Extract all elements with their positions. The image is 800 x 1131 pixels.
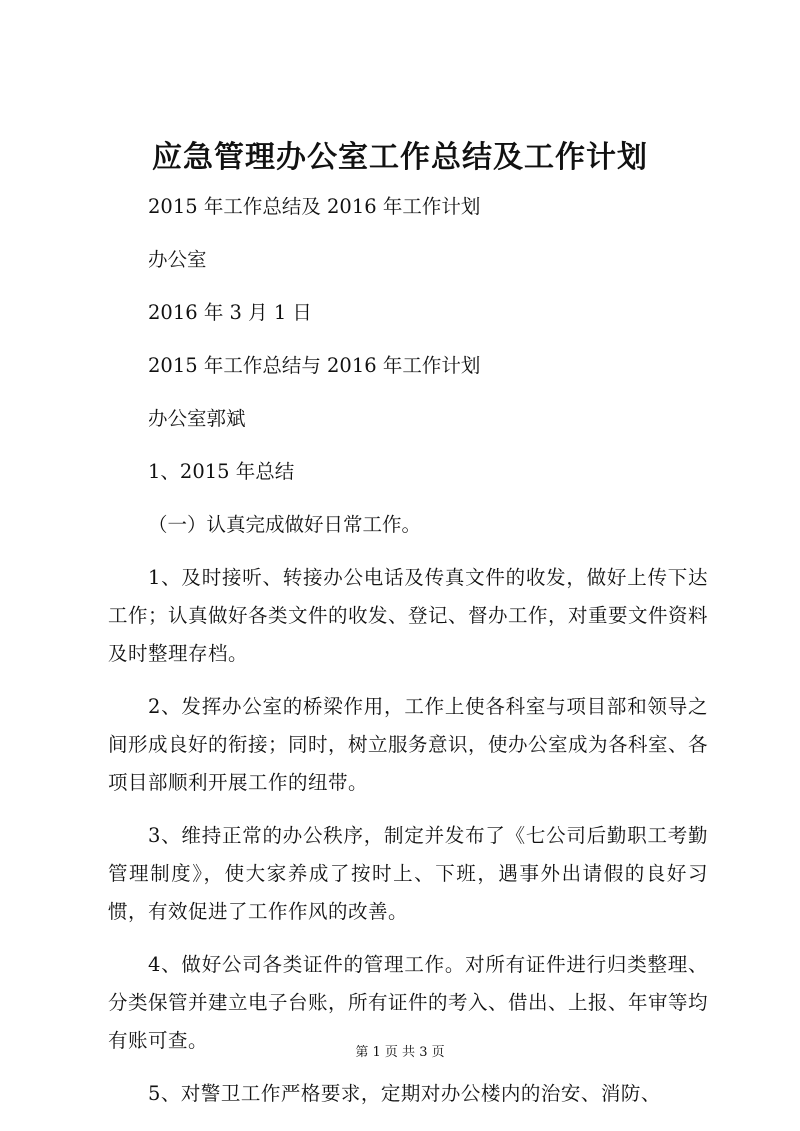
section-heading: 1、2015 年总结: [148, 460, 295, 483]
author-line: 办公室郭斌: [148, 407, 246, 430]
paragraph-5: 5、对警卫工作严格要求，定期对办公楼内的治安、消防、: [148, 1082, 661, 1105]
page-footer: 第 1 页 共 3 页: [355, 1045, 445, 1060]
paragraph-2: 2、发挥办公室的桥梁作用，工作上使各科室与项目部和领导之间形成良好的衔接；同时，树立服务意识，使办公室成为各科室、各项目部顺利开展工作的纽带。: [108, 695, 709, 794]
document-body: [108, 188, 708, 1128]
paragraph-4: 4、做好公司各类证件的管理工作。对所有证件进行归类整理、分类保管并建立电子台账，所有证件的考入、借出、上报、年审等均有账可查。: [108, 953, 709, 1052]
paragraph-1: 1、及时接听、转接办公电话及传真文件的收发，做好上传下达工作；认真做好各类文件的收发、登记、督办工作，对重要文件资料及时整理存档。: [108, 566, 709, 665]
document-title: 应急管理办公室工作总结及工作计划: [152, 140, 648, 175]
paragraph-3: 3、维持正常的办公秩序，制定并发布了《七公司后勤职工考勤管理制度》，使大家养成了按时上、下班，遇事外出请假的良好习惯，有效促进了工作作风的改善。: [108, 824, 708, 923]
report-title-line: 2015 年工作总结与 2016 年工作计划: [148, 354, 481, 377]
date-line: 2016 年 3 月 1 日: [148, 301, 312, 324]
department-line: 办公室: [148, 248, 207, 271]
subtitle-line: 2015 年工作总结及 2016 年工作计划: [148, 195, 481, 218]
subsection-heading: （一）认真完成做好日常工作。: [148, 513, 422, 536]
